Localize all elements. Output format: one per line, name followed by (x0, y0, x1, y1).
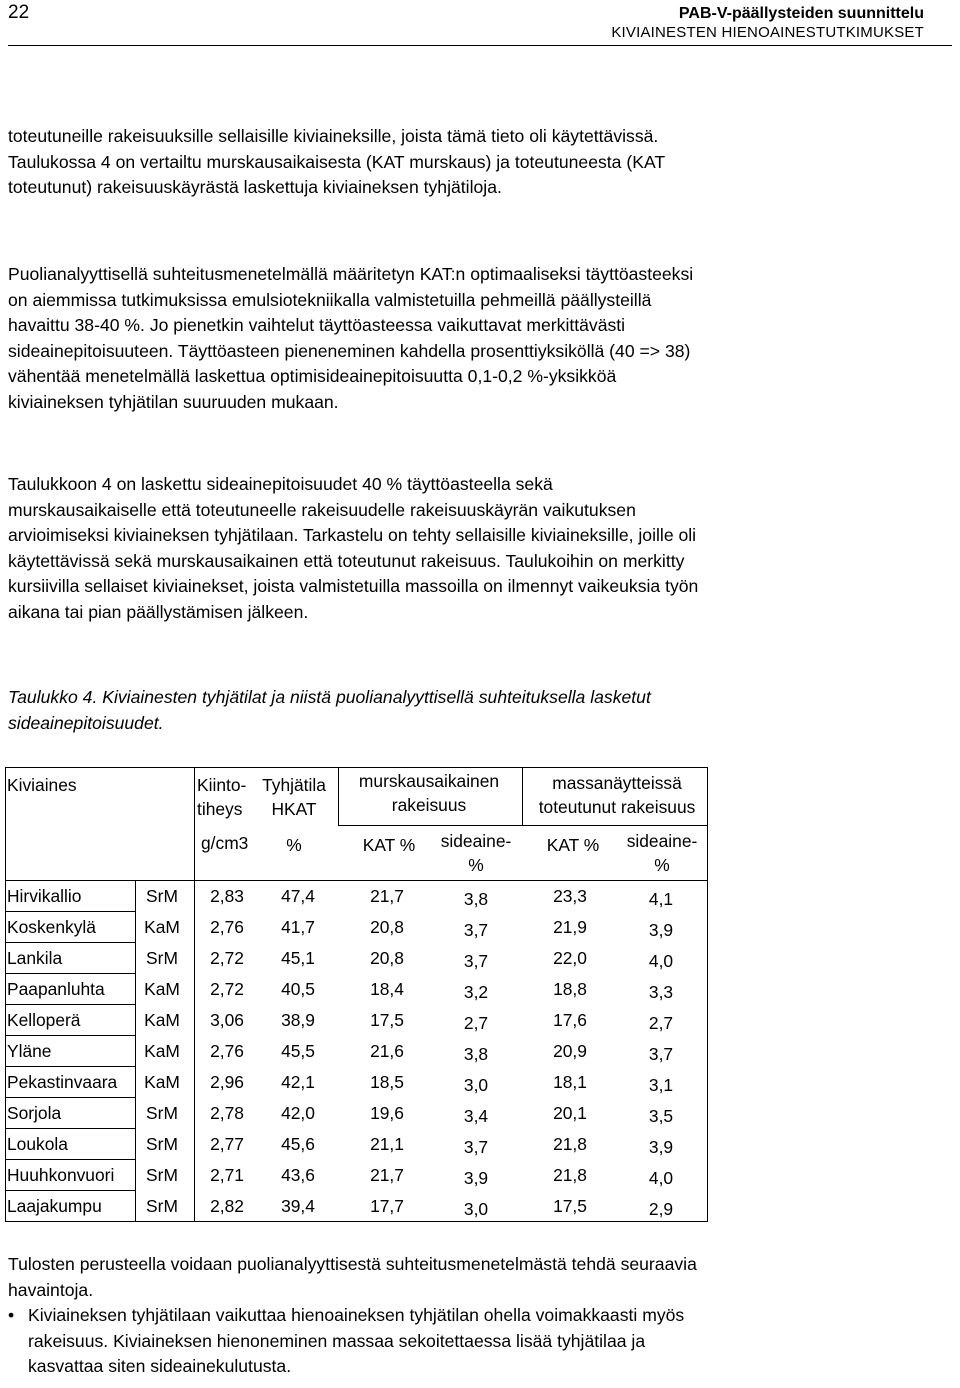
cell-type: KaM (144, 979, 180, 999)
cell-density: 2,72 (210, 979, 244, 999)
table-row (5, 942, 708, 973)
table-row (5, 1066, 708, 1097)
running-header-title: PAB-V-päällysteiden suunnittelu (678, 5, 924, 22)
cell-density: 2,82 (210, 1196, 244, 1216)
cell-type: KaM (144, 1072, 180, 1092)
bullet-marker: • (8, 1305, 15, 1325)
table-border-left (5, 767, 6, 1221)
cell-hkat: 47,4 (281, 886, 315, 906)
header-kat-toteutunut: KAT % (546, 835, 600, 855)
table-caption: Taulukko 4. Kiviainesten tyhjätilat ja niistä puolianalyyttisellä suhteituksella lasketut sideainepitoisuudet. (8, 687, 651, 733)
cell-kiviaines: Lankila (7, 948, 63, 968)
cell-kiviaines: Paapanluhta (7, 979, 105, 999)
cell-kiviaines: Laajakumpu (7, 1196, 102, 1216)
cell-kiviaines: Huuhkonvuori (7, 1165, 115, 1185)
header-massanaytteissa: massanäytteissä toteutunut rakeisuus (538, 773, 696, 817)
conclusion-intro: Tulosten perusteella voidaan puolianalyyttisestä suhteitusmenetelmästä tehdä seuraavia havaintoja. (8, 1254, 697, 1300)
table-row-divider (5, 1004, 135, 1005)
cell-hkat: 45,6 (281, 1134, 315, 1154)
cell-sideaine-toteutunut: 3,3 (648, 982, 674, 1002)
table-row-divider (5, 1066, 135, 1067)
cell-sideaine-murskaus: 3,2 (463, 982, 489, 1002)
cell-type: SrM (146, 1134, 178, 1154)
cell-type: KaM (144, 1041, 180, 1061)
cell-kat-murskaus: 19,6 (370, 1103, 404, 1123)
voids-table (5, 767, 708, 1223)
cell-sideaine-murskaus: 3,4 (463, 1106, 489, 1126)
cell-type: SrM (146, 948, 178, 968)
running-header (611, 4, 924, 42)
cell-kiviaines: Kelloperä (7, 1010, 81, 1030)
table-border-top (5, 767, 708, 768)
table-row-divider (5, 1190, 135, 1191)
cell-kat-murskaus: 17,7 (370, 1196, 404, 1216)
cell-density: 3,06 (210, 1010, 244, 1030)
cell-hkat: 41,7 (281, 917, 315, 937)
header-kiviaines: Kiviaines (7, 775, 77, 795)
cell-sideaine-toteutunut: 3,5 (648, 1106, 674, 1126)
cell-kiviaines: Koskenkylä (7, 917, 96, 937)
table-row (5, 880, 708, 911)
cell-sideaine-murskaus: 3,9 (463, 1168, 489, 1188)
cell-kat-murskaus: 18,4 (370, 979, 404, 999)
cell-density: 2,77 (210, 1134, 244, 1154)
header-sideaine-murskaus: sideaine- % (440, 831, 512, 875)
cell-sideaine-murskaus: 3,8 (463, 1044, 489, 1064)
cell-type: KaM (144, 917, 180, 937)
cell-kat-murskaus: 21,7 (370, 886, 404, 906)
cell-sideaine-toteutunut: 2,7 (648, 1013, 674, 1033)
cell-density: 2,76 (210, 917, 244, 937)
table-row (5, 1190, 708, 1221)
header-kat-murskaus: KAT % (362, 835, 416, 855)
table-column-divider (135, 880, 136, 1221)
header-murskausaikainen: murskausaikainen rakeisuus (358, 771, 500, 815)
table-row-divider (5, 1159, 135, 1160)
table-row (5, 1035, 708, 1066)
table-row (5, 1159, 708, 1190)
cell-hkat: 45,1 (281, 948, 315, 968)
cell-sideaine-murskaus: 3,7 (463, 1137, 489, 1157)
cell-kat-murskaus: 20,8 (370, 948, 404, 968)
cell-kat-toteutunut: 23,3 (553, 886, 587, 906)
table-column-divider (522, 767, 523, 825)
cell-sideaine-toteutunut: 2,9 (648, 1199, 674, 1219)
header-rule (8, 45, 952, 46)
cell-hkat: 42,1 (281, 1072, 315, 1092)
conclusion (8, 1252, 708, 1380)
list-item-text: Kiviaineksen tyhjätilaan vaikuttaa hienoaineksen tyhjätilan ohella voimakkaasti myös rakeisuus. Kiviaineksen hienoneminen massaa sekoitettaessa lisää tyhjätilaa ja kasvattaa siten sideainekulutusta. (28, 1305, 685, 1376)
cell-sideaine-murskaus: 3,8 (463, 889, 489, 909)
cell-density: 2,71 (210, 1165, 244, 1185)
cell-hkat: 39,4 (281, 1196, 315, 1216)
cell-kat-toteutunut: 18,1 (553, 1072, 587, 1092)
page-number: 22 (8, 2, 30, 23)
header-sideaine-toteutunut: sideaine- % (626, 831, 698, 875)
cell-sideaine-murskaus: 3,0 (463, 1199, 489, 1219)
table-header-bottom (5, 880, 708, 881)
cell-kat-murskaus: 20,8 (370, 917, 404, 937)
cell-sideaine-murskaus: 2,7 (463, 1013, 489, 1033)
paragraph: toteutuneille rakeisuuksille sellaisille kiviaineksille, joista tämä tieto oli käytettävissä. Taulukossa 4 on vertailtu murskausaikaisesta (KAT murskaus) ja toteutuneesta (KAT toteutunut) rakeisuuskäyrästä laskettuja kiviaineksen tyhjätiloja. (8, 126, 665, 197)
cell-density: 2,96 (210, 1072, 244, 1092)
running-header-subtitle: KIVIAINESTEN HIENOAINESTUTKIMUKSET (611, 24, 924, 41)
paragraph: Taulukkoon 4 on laskettu sideainepitoisuudet 40 % täyttöasteella sekä murskausaikaiselle että toteutuneelle rakeisuudelle rakeisuuskäyrän vaikutuksen arvioimiseksi kiviaineksen tyhjätilaan. Tarkastelu on tehty sellaisille kiviaineksille, joille oli käytettävissä sekä murskausaikainen että toteutunut rakeisuus. Taulukoihin on merkitty kursiivilla sellaiset kiviainekset, joista valmistetuilla massoilla on ilmennyt vaikeuksia työn aikana tai pian päällystämisen jälkeen. (8, 474, 699, 622)
cell-type: SrM (146, 1196, 178, 1216)
table-row (5, 1004, 708, 1035)
table-row-divider (5, 1035, 135, 1036)
cell-sideaine-toteutunut: 4,0 (648, 1168, 674, 1188)
cell-kat-toteutunut: 20,9 (553, 1041, 587, 1061)
cell-kiviaines: Loukola (7, 1134, 68, 1154)
cell-hkat: 40,5 (281, 979, 315, 999)
header-unit-density: g/cm3 (201, 833, 249, 853)
cell-kat-murskaus: 21,1 (370, 1134, 404, 1154)
header-unit-percent: % (286, 835, 302, 855)
cell-kat-toteutunut: 22,0 (553, 948, 587, 968)
cell-density: 2,78 (210, 1103, 244, 1123)
table-row-divider (5, 1128, 135, 1129)
cell-type: SrM (146, 1165, 178, 1185)
table-column-divider (194, 767, 195, 1221)
cell-sideaine-murskaus: 3,7 (463, 920, 489, 940)
table-header-divider (338, 825, 708, 826)
table-row (5, 973, 708, 1004)
cell-sideaine-toteutunut: 3,1 (648, 1075, 674, 1095)
cell-kiviaines: Pekastinvaara (7, 1072, 118, 1092)
table-column-divider (338, 767, 339, 825)
cell-density: 2,83 (210, 886, 244, 906)
table-row (5, 911, 708, 942)
cell-type: KaM (144, 1010, 180, 1030)
table-border-bottom (5, 1221, 708, 1222)
cell-density: 2,72 (210, 948, 244, 968)
table-border-right (707, 767, 708, 1221)
cell-sideaine-toteutunut: 3,7 (648, 1044, 674, 1064)
cell-kat-toteutunut: 21,8 (553, 1134, 587, 1154)
table-row-divider (5, 911, 135, 912)
cell-kat-murskaus: 18,5 (370, 1072, 404, 1092)
cell-hkat: 42,0 (281, 1103, 315, 1123)
cell-kat-toteutunut: 20,1 (553, 1103, 587, 1123)
cell-hkat: 45,5 (281, 1041, 315, 1061)
cell-kat-toteutunut: 17,5 (553, 1196, 587, 1216)
table-row-divider (5, 973, 135, 974)
paragraph: Puolianalyyttisellä suhteitusmenetelmällä määritetyn KAT:n optimaaliseksi täyttöasteeksi on aiemmissa tutkimuksissa emulsiotekniikalla valmistetuilla pehmeillä päällysteillä havaittu 38-40 %. Jo pienetkin vaihtelut täyttöasteessa vaikuttavat merkittävästi sideainepitoisuuteen. Täyttöasteen pieneneminen kahdella prosenttiyksiköllä (40 => 38) vähentää menetelmällä laskettua optimisideainepitoisuutta 0,1-0,2 %-yksikköä kiviaineksen tyhjätilan suuruuden mukaan. (8, 264, 694, 412)
cell-kat-toteutunut: 21,9 (553, 917, 587, 937)
observation-list (8, 1303, 708, 1380)
cell-kiviaines: Sorjola (7, 1103, 62, 1123)
cell-hkat: 43,6 (281, 1165, 315, 1185)
cell-kat-murskaus: 21,6 (370, 1041, 404, 1061)
cell-kat-toteutunut: 17,6 (553, 1010, 587, 1030)
header-kiintotiheys: Kiinto- tiheys (197, 775, 247, 819)
table-row-divider (5, 942, 135, 943)
cell-sideaine-murskaus: 3,0 (463, 1075, 489, 1095)
cell-kat-toteutunut: 18,8 (553, 979, 587, 999)
list-item (8, 1303, 708, 1380)
cell-kat-murskaus: 17,5 (370, 1010, 404, 1030)
cell-sideaine-toteutunut: 4,0 (648, 951, 674, 971)
cell-kat-toteutunut: 21,8 (553, 1165, 587, 1185)
table-row (5, 1097, 708, 1128)
cell-sideaine-toteutunut: 4,1 (648, 889, 674, 909)
table-row-divider (5, 1097, 135, 1098)
cell-type: SrM (146, 886, 178, 906)
cell-kiviaines: Hirvikallio (7, 886, 82, 906)
cell-kat-murskaus: 21,7 (370, 1165, 404, 1185)
cell-type: SrM (146, 1103, 178, 1123)
cell-hkat: 38,9 (281, 1010, 315, 1030)
cell-density: 2,76 (210, 1041, 244, 1061)
header-tyhjatila: Tyhjätila HKAT (262, 775, 326, 819)
table-row (5, 1128, 708, 1159)
cell-sideaine-toteutunut: 3,9 (648, 920, 674, 940)
cell-kiviaines: Yläne (7, 1041, 52, 1061)
cell-sideaine-murskaus: 3,7 (463, 951, 489, 971)
cell-sideaine-toteutunut: 3,9 (648, 1137, 674, 1157)
